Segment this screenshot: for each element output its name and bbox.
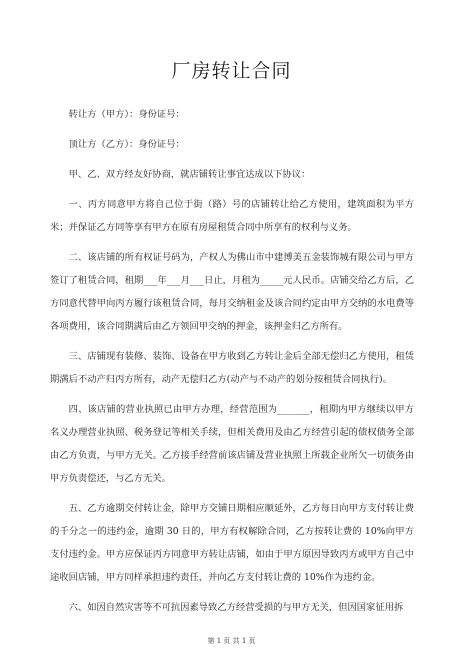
page-footer: 第 1 页 共 1 页 [207, 637, 256, 645]
paragraph-transferee: 顶让方（乙方）：身份证号： [68, 139, 185, 150]
document-title: 厂房转让合同 [171, 60, 292, 82]
paragraph-clause-2: 二、该店铺的所有权证号码为，产权人为佛山市中建博美五金装饰城有限公司与甲方签订了租赁合同，租期___年___月___日止，月租为_____元人民币。店铺交给乙方后，乙方同意代替甲向丙方履行该租赁合同，每月交纳租金及该合同约定由甲方交纳的水电费等各项费用，该合同期满后由乙方领回甲交纳的押金，该押金归乙方所有。 [50, 252, 414, 332]
paragraph-preamble: 甲、乙、双方经友好协商，就店铺转让事宜达成以下协议： [68, 169, 311, 180]
paragraph-transferor: 转让方（甲方）：身份证号： [68, 109, 185, 120]
paragraph-clause-6: 六、如因自然灾害等不可抗因素导致乙方经营受损的与甲方无关，但因国家征用拆 [68, 602, 404, 613]
paragraph-clause-4: 四、该店铺的营业执照已由甲方办理，经营范围为_______，租期内甲方继续以甲方名义办理营业执照、税务登记等相关手续，但相关费用及由乙方经营引起的债权债务全部由乙方负责，与甲方无关。乙方接手经营前该店铺及营业执照上所载企业所欠一切债务由甲方负责偿还，与乙方无关。 [50, 404, 414, 484]
paragraph-clause-3: 三、店铺现有装修、装饰、设备在甲方收到乙方转让金后全部无偿归乙方使用，租赁期满后不动产归丙方所有，动产无偿归乙方(动产与不动产的划分按租赁合同执行)。 [50, 351, 414, 385]
paragraph-clause-5: 五、乙方逾期交付转让金，除甲方交铺日期相应顺延外，乙方每日向甲方支付转让费的千分之一的违约金，逾期 30 日的，甲方有权解除合同，乙方按转让费的 10%向甲方支付违约金。甲方应保证丙方同意甲方转让店铺，如由于甲方原因导致丙方或甲方自己中途收回店铺，甲方同样承担违约责任，并向乙方支付转让费的 10%作为违约金。 [50, 503, 414, 583]
paragraph-clause-1: 一、丙方同意甲方将自己位于街（路）号的店铺转让给乙方使用，建筑面积为平方米；并保证乙方同等享有甲方在原有房屋租赁合同中所享有的权利与义务。 [50, 199, 414, 233]
document-body [50, 103, 414, 619]
